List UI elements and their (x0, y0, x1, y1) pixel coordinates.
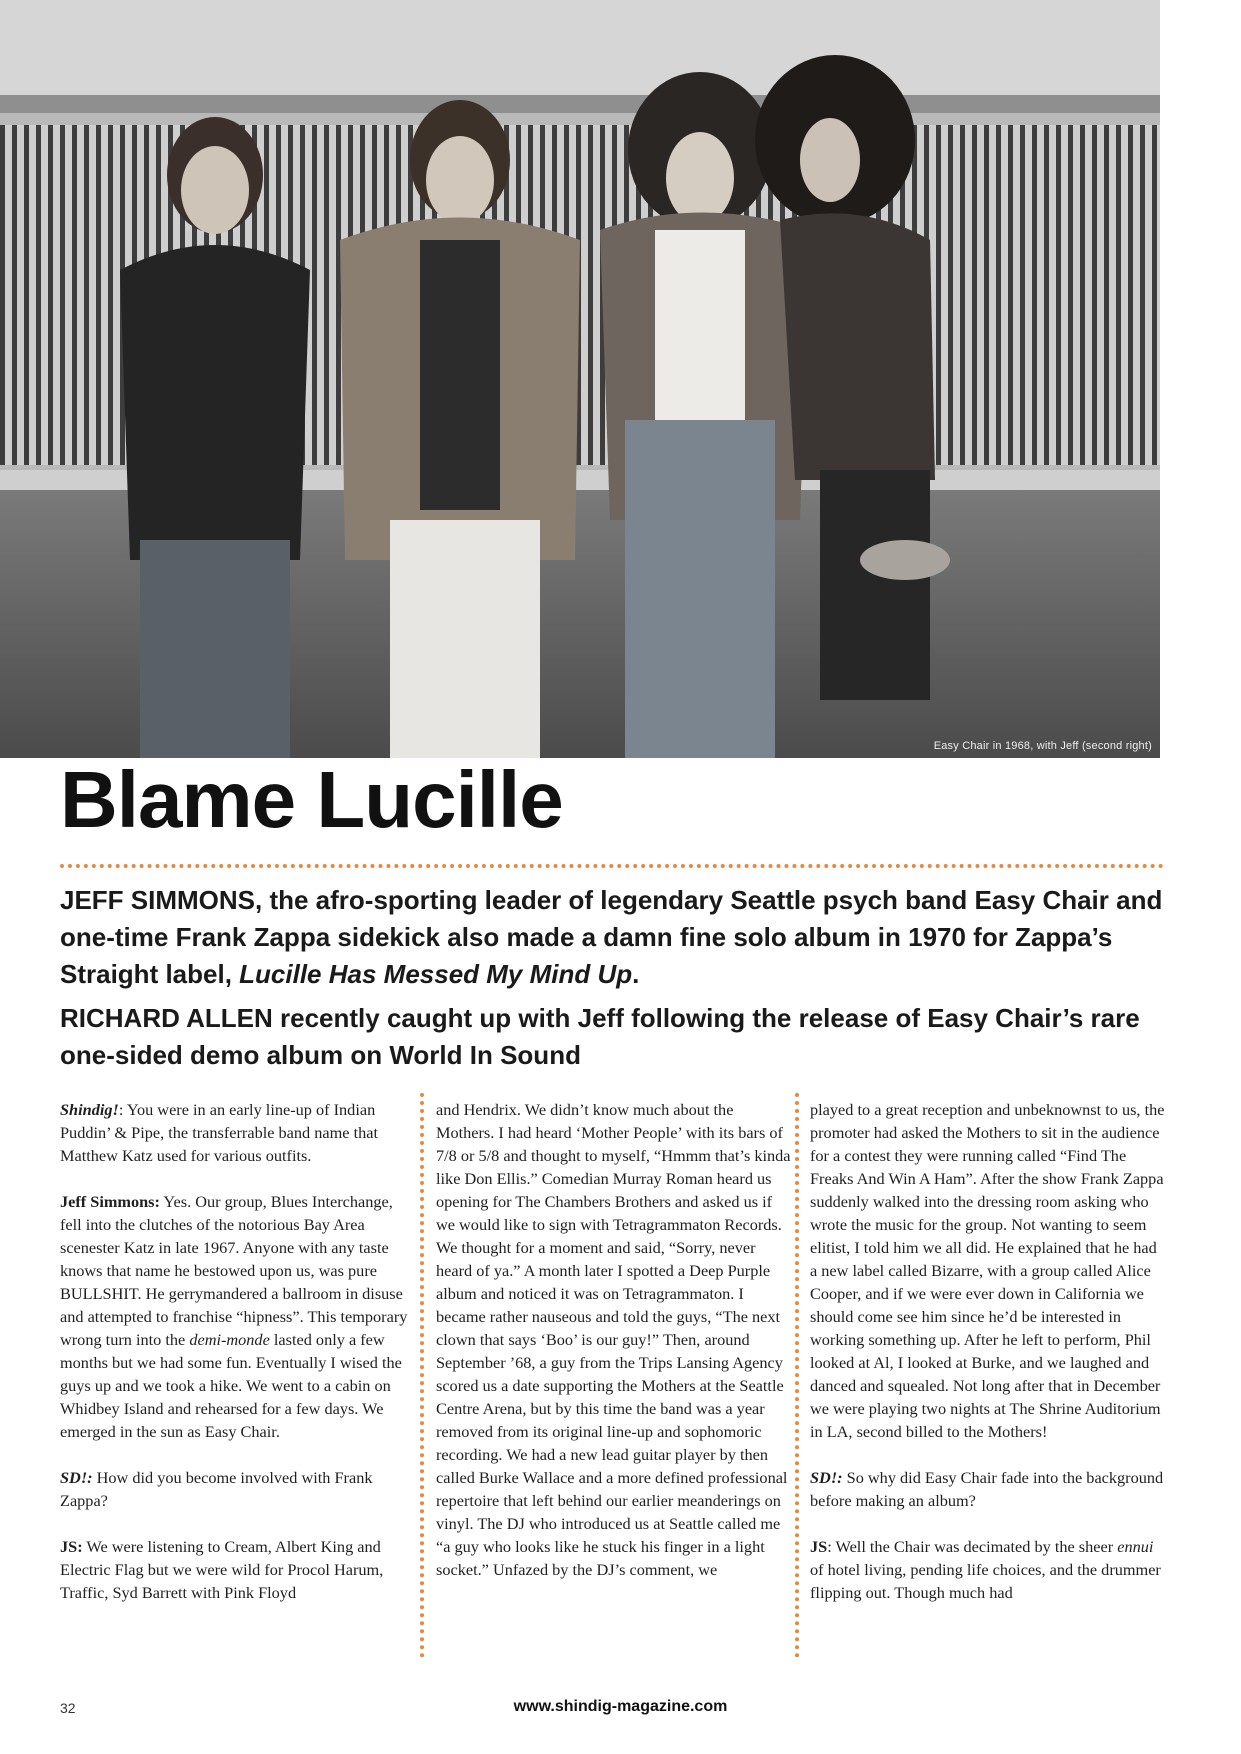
answer-text: of hotel living, pending life choices, and the drummer flipping out. Though much had (810, 1560, 1161, 1602)
page-number: 32 (60, 1700, 76, 1716)
question-2 (60, 1466, 416, 1512)
answer-3 (810, 1535, 1166, 1604)
question-text: So why did Easy Chair fade into the background before making an album? (810, 1468, 1164, 1510)
column-divider-2 (795, 1093, 799, 1658)
italic-term: ennui (1117, 1537, 1154, 1556)
answer-1 (60, 1190, 416, 1443)
speaker-sd: SD!: (810, 1468, 843, 1487)
question-3 (810, 1466, 1166, 1512)
answer-2 (60, 1535, 416, 1604)
footer-website-link[interactable]: www.shindig-magazine.com (513, 1698, 728, 1715)
photo-caption: Easy Chair in 1968, with Jeff (second right) (933, 740, 1152, 752)
standfirst-text: JEFF SIMMONS, the afro-sporting leader of legendary Seattle psych band Easy Chair and one-time Frank Zappa sidekick also made a damn fine solo album in 1970 for Zappa’s Straight label, (60, 885, 1163, 989)
answer-2-continued: and Hendrix. We didn’t know much about the Mothers. I had heard ‘Mother People’ with its bars of 7/8 or 5/8 and thought to myself, “Hmmm that’s kinda like Don Ellis.” Comedian Murray Roman heard us opening for The Chambers Brothers and asked us if we would like to sign with Tetragrammaton Records. We thought for a moment and said, “Sorry, never heard of ya.” A month later I spotted a Deep Purple album and noticed it was on Tetragrammaton. I became rather nauseous and told the guys, “The next clown that says ‘Boo’ is our guy!” Then, around September ’68, a guy from the Trips Lansing Agency scored us a date supporting the Mothers at the Seattle Centre Arena, but by this time the band was a year removed from its original line-up and sophomoric recording. We had a new lead guitar player by then called Burke Wallace and a more defined professional repertoire that left behind our earlier meanderings on vinyl. The DJ who introduced us at Seattle called me “a guy who looks like he stuck his finger in a light socket.” Unfazed by the DJ’s comment, we (436, 1100, 791, 1579)
body-column-2 (436, 1098, 792, 1658)
column-divider-1 (420, 1093, 424, 1658)
speaker-js: JS: (60, 1537, 83, 1556)
answer-text: lasted only a few months but we had some fun. Eventually I wised the guys up and we took a hike. We went to a cabin on Whidbey Island and rehearsed for a few days. We emerged in the sun as Easy Chair. (60, 1330, 402, 1441)
body-column-1 (60, 1098, 416, 1658)
standfirst-byline: RICHARD ALLEN recently caught up with Jeff following the release of Easy Chair’s rare one-sided demo album on World In Sound (60, 1003, 1140, 1070)
band-photo (0, 0, 1160, 758)
italic-term: demi-monde (189, 1330, 270, 1349)
standfirst-period: . (632, 959, 640, 989)
body-column-3 (810, 1098, 1166, 1658)
album-title: Lucille Has Messed My Mind Up (239, 959, 633, 989)
question-1 (60, 1098, 416, 1167)
speaker-sd: SD!: (60, 1468, 93, 1487)
answer-text: Yes. Our group, Blues Interchange, fell into the clutches of the notorious Bay Area scenester Katz in late 1967. Anyone with any taste knows that name he bestowed upon us, was pure BULLSHIT. He gerrymandered a ballroom in disuse and attempted to franchise “hipness”. This temporary wrong turn into the (60, 1192, 408, 1349)
dotted-divider (60, 864, 1164, 868)
standfirst-intro (60, 882, 1170, 993)
speaker-jeff: Jeff Simmons: (60, 1192, 160, 1211)
speaker-shindig: Shindig! (60, 1100, 119, 1119)
answer-text: We were listening to Cream, Albert King and Electric Flag but we were wild for Procol Harum, Traffic, Syd Barrett with Pink Floyd (60, 1537, 384, 1602)
answer-2-end: played to a great reception and unbeknownst to us, the promoter had asked the Mothers to sit in the audience for a contest they were running called “Find The Freaks And Win A Ham”. After the show Frank Zappa suddenly walked into the dressing room asking who wrote the music for the group. Not wanting to seem elitist, I told him we all did. He explained that he had a new label called Bizarre, with a group called Alice Cooper, and if we were ever down in California we should come see him since he’d be interested in working something up. After he left to perform, Phil looked at Al, I looked at Burke, and we laughed and danced and squealed. Not long after that in December we were playing two nights at The Shrine Auditorium in LA, second billed to the Mothers! (810, 1100, 1165, 1441)
question-text: : You were in an early line-up of Indian Puddin’ & Pipe, the transferrable band name that Matthew Katz used for various outfits. (60, 1100, 378, 1165)
band-photo-image (0, 0, 1160, 758)
question-text: How did you become involved with Frank Zappa? (60, 1468, 373, 1510)
answer-text: : Well the Chair was decimated by the sheer (827, 1537, 1118, 1556)
speaker-js: JS (810, 1537, 828, 1556)
article-headline: Blame Lucille (60, 755, 563, 844)
